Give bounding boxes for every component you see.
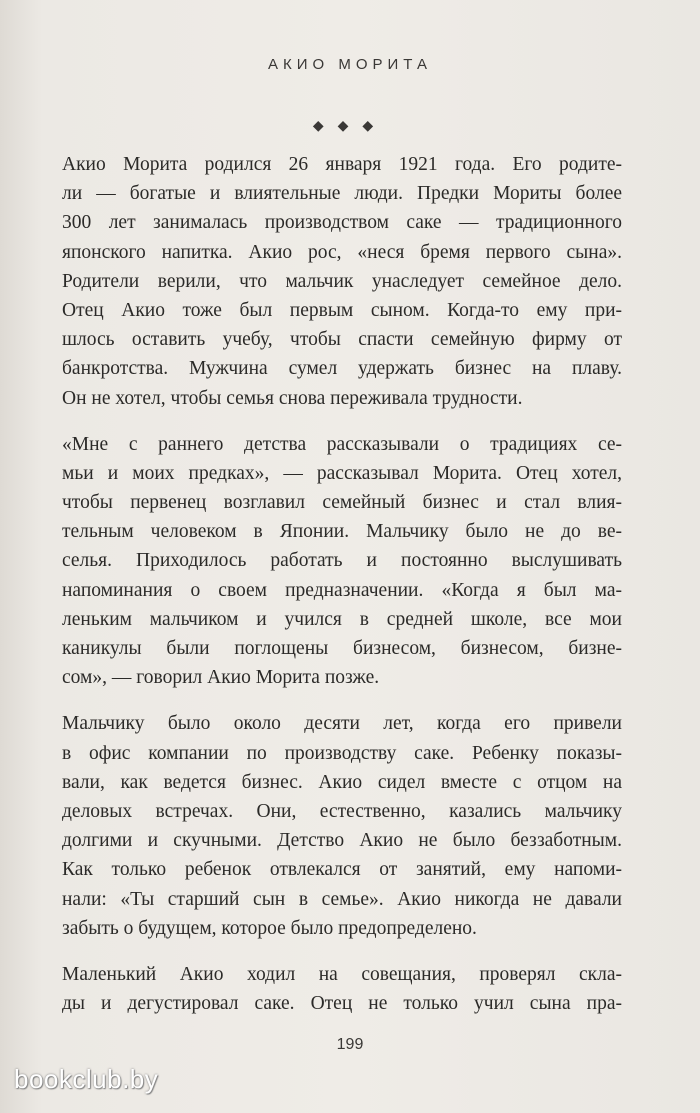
text-line: шлось оставить учебу, чтобы спасти семейную фирму от xyxy=(62,329,622,351)
text-line: 300 лет занималась производством саке — традиционного xyxy=(62,212,622,234)
paragraph xyxy=(62,709,622,943)
text-line: Родители верили, что мальчик унаследует семейное дело. xyxy=(62,270,622,292)
text-line: ды и дегустировал саке. Отец не только учил сына пра- xyxy=(62,993,622,1015)
text-line: «Мне с раннего детства рассказывали о традициях се- xyxy=(62,433,622,455)
paragraph xyxy=(62,430,622,693)
page-number: 199 xyxy=(336,1036,364,1053)
paragraph xyxy=(62,150,622,413)
text-line: нали: «Ты старший сын в семье». Акио никогда не давали xyxy=(62,888,622,910)
text-line: Он не хотел, чтобы семья снова переживала трудности. xyxy=(62,387,523,409)
text-line: Отец Акио тоже был первым сыном. Когда-то ему при- xyxy=(62,299,622,321)
text-line: вали, как ведется бизнес. Акио сидел вместе с отцом на xyxy=(62,771,622,793)
text-line: забыть о будущем, которое было предопределено. xyxy=(62,917,477,939)
text-line: селья. Приходилось работать и постоянно выслушивать xyxy=(62,550,622,572)
text-line: чтобы первенец возглавил семейный бизнес и стал влия- xyxy=(62,492,622,514)
text-line: деловых встречах. Они, естественно, казались мальчику xyxy=(62,800,622,822)
body-text xyxy=(62,150,622,1035)
text-line: тельным человеком в Японии. Мальчику было не до ве- xyxy=(62,521,622,543)
paragraph xyxy=(62,960,622,1018)
text-line: мьи и моих предках», — рассказывал Морита. Отец хотел, xyxy=(62,462,622,484)
text-line: напоминания о своем предназначении. «Когда я был ма- xyxy=(62,579,622,601)
text-line: леньким мальчиком и учился в средней школе, все мои xyxy=(62,608,622,630)
text-line: долгими и скучными. Детство Акио не было беззаботным. xyxy=(62,830,622,852)
text-line: японского напитка. Акио рос, «неся бремя первого сына». xyxy=(62,241,622,263)
text-line: в офис компании по производству саке. Ребенку показы- xyxy=(62,742,622,764)
text-line: сом», — говорил Акио Морита позже. xyxy=(62,667,380,689)
text-line: Акио Морита родился 26 января 1921 года. Его родите- xyxy=(62,154,622,175)
text-line: Мальчику было около десяти лет, когда его привели xyxy=(62,713,622,735)
text-line: ли — богатые и влиятельные люди. Предки Мориты более xyxy=(62,183,622,205)
section-ornament: ◆◆◆ xyxy=(312,118,388,134)
text-line: Как только ребенок отвлекался от занятий, ему напоми- xyxy=(62,859,622,881)
text-line: Маленький Акио ходил на совещания, проверял скла- xyxy=(62,963,622,985)
running-title: АКИО МОРИТА xyxy=(268,56,432,73)
watermark-logo: bookclub.by xyxy=(14,1064,159,1094)
text-line: каникулы были поглощены бизнесом, бизнесом, бизне- xyxy=(62,638,622,659)
text-line: банкротства. Мужчина сумел удержать бизнес на плаву. xyxy=(62,358,622,380)
